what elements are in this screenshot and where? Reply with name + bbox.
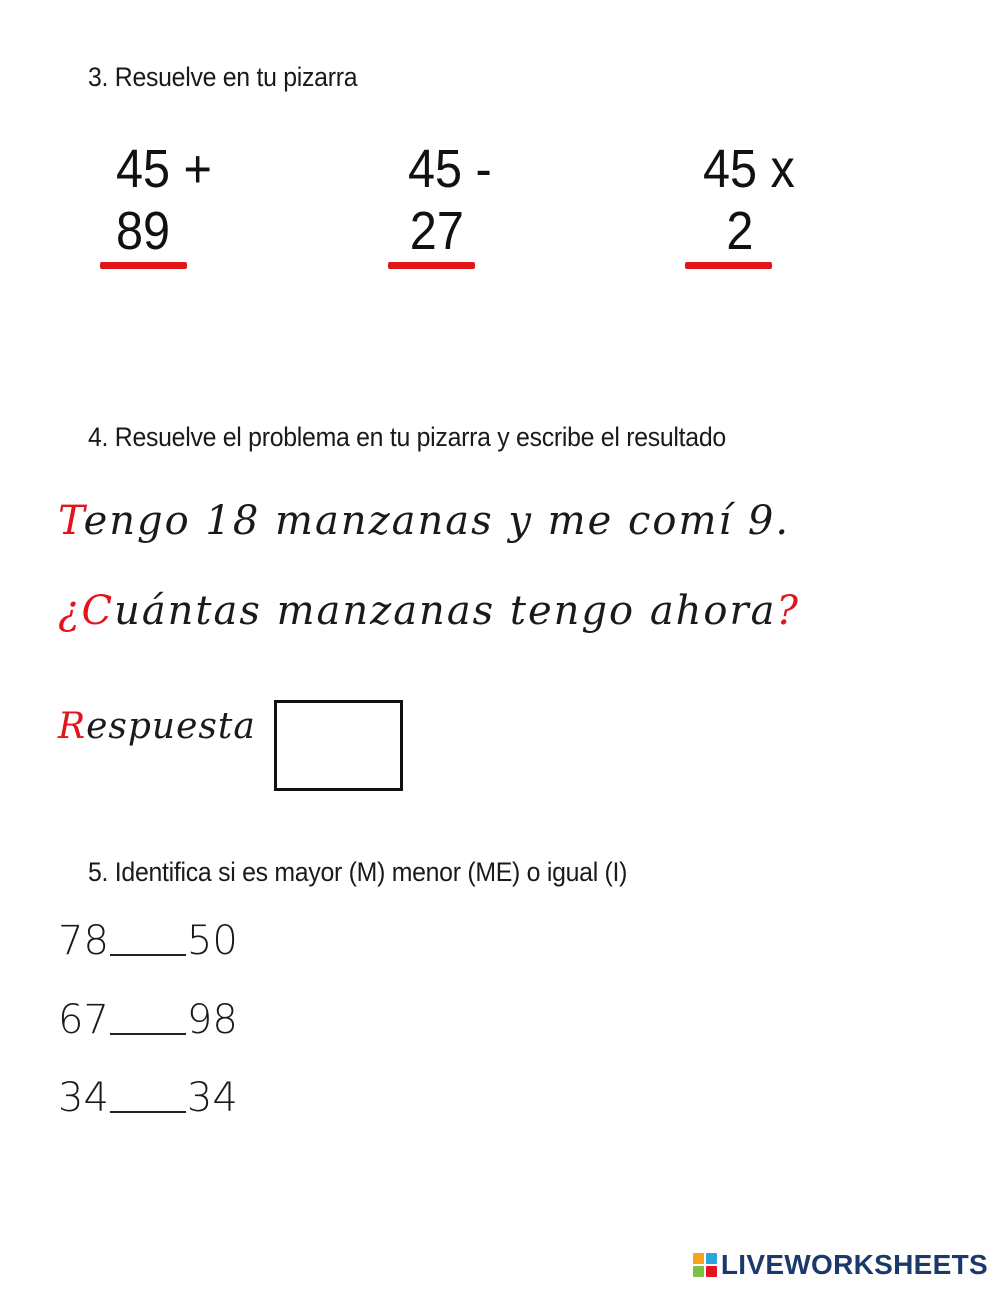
comparison-right-number: 34: [186, 1075, 238, 1121]
subtraction-operation: [408, 138, 548, 262]
multiplication-operation: [703, 138, 843, 262]
comparison-row: [58, 1075, 238, 1121]
problem-line-1: [58, 498, 790, 544]
comparison-row: [58, 918, 238, 964]
problem-line-2-question-mark: ?: [776, 588, 800, 634]
section-5-heading: 5. Identifica si es mayor (M) menor (ME) o igual (I): [88, 857, 628, 887]
answer-label-initial: R: [58, 706, 87, 747]
logo-square: [693, 1253, 704, 1264]
comparison-right-number: 98: [186, 997, 238, 1043]
subtraction-answer-line[interactable]: [388, 262, 475, 269]
comparison-left-number: 78: [58, 918, 109, 964]
liveworksheets-logo: [693, 1249, 988, 1281]
comparison-left-number: 67: [58, 997, 109, 1043]
section-4-heading: 4. Resuelve el problema en tu pizarra y escribe el resultado: [88, 422, 726, 452]
multiplication-answer-line[interactable]: [685, 262, 772, 269]
logo-square: [693, 1266, 704, 1277]
answer-input-box[interactable]: [274, 700, 403, 791]
problem-line-2-initial: ¿C: [58, 588, 115, 634]
problem-line-1-text: engo 18 manzanas y me comí 9.: [83, 498, 791, 544]
comparison-answer-blank[interactable]: [110, 953, 186, 956]
subtraction-top: 45 -: [408, 139, 492, 199]
comparison-row: [58, 997, 238, 1043]
multiplication-bottom: 2: [726, 201, 754, 261]
addition-top: 45 +: [116, 139, 212, 199]
liveworksheets-brand: LIVEWORKSHEETS: [720, 1249, 988, 1280]
problem-line-2: [58, 588, 800, 634]
addition-operation: [116, 138, 256, 262]
logo-square: [706, 1253, 717, 1264]
liveworksheets-logo-icon: [693, 1253, 717, 1277]
section-3-heading: 3. Resuelve en tu pizarra: [88, 62, 358, 92]
answer-label-text: espuesta: [86, 706, 256, 747]
addition-bottom: 89: [116, 201, 171, 261]
comparison-left-number: 34: [58, 1075, 109, 1121]
problem-line-1-initial: T: [58, 498, 84, 544]
comparison-answer-blank[interactable]: [110, 1032, 186, 1035]
addition-answer-line[interactable]: [100, 262, 187, 269]
subtraction-bottom: 27: [409, 201, 464, 261]
multiplication-top: 45 x: [703, 139, 795, 199]
comparison-right-number: 50: [186, 918, 238, 964]
comparison-answer-blank[interactable]: [110, 1110, 186, 1113]
answer-label: [58, 706, 256, 747]
logo-square: [706, 1266, 717, 1277]
problem-line-2-text: uántas manzanas tengo ahora: [114, 588, 777, 634]
